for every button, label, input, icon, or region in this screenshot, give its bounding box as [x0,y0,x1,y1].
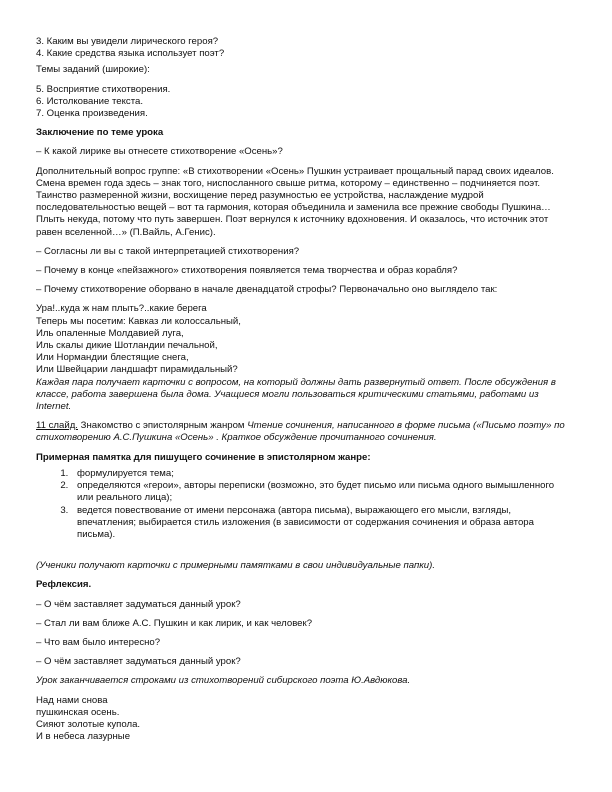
verse-line: Или Швейцарии ландшафт пирамидальный? [36,364,238,376]
verse-line: Иль скалы дикие Шотландии печальной, [36,340,218,352]
question-3: 3. Каким вы увидели лирического героя? [36,36,219,47]
memo-item: 1. формулируется тема; [71,468,572,480]
verse-line: Теперь мы посетим: Кавказ ли колоссальный, [36,315,241,327]
task-5: 5. Восприятие стихотворения. [36,83,171,95]
memo-item: 2. определяются «герои», авторы переписки (возможно, это будет письмо или письма одного вымышленного или реального лица); [71,480,572,504]
avdyukov-verse [36,695,572,744]
reflection-question: – Что вам было интересно? [36,636,161,648]
verse-line: Ура!..куда ж нам плыть?..какие берега [36,303,207,315]
question-4: 4. Какие средства языка использует поэт? [36,48,225,60]
document-content [36,36,572,743]
task-6: 6. Истолкование текста. [36,95,144,107]
task-7: 7. Оценка произведения. [36,108,148,120]
interpretation-question: – Согласны ли вы с такой интерпретацией стихотворения? [36,245,300,257]
verse-line: пушкинская осень. [36,706,120,718]
verse-line: Или Нормандии блестящие снега, [36,352,189,364]
ship-question: – Почему в конце «пейзажного» стихотворения появляется тема творчества и образ корабля? [36,265,458,277]
verse-line: Сияют золотые купола. [36,718,141,730]
slide-text: Знакомство с эпистолярным жанром [77,420,248,432]
slide-label: 11 слайд. [36,420,78,432]
conclusion-heading: Заключение по теме урока [36,127,164,139]
slide-italic-text: Чтение сочинения, написанного в форме письма («Письмо поэту» по стихотворению А.С.Пушкина «Осень» . Краткое обсуждение прочитанного сочинения. [36,420,565,444]
verse-line: Иль опаленные Молдавией луга, [36,327,184,339]
extra-question-paragraph: Дополнительный вопрос группе: «В стихотворении «Осень» Пушкин устраивает прощальный парад своих идеалов. Смена времен года здесь – знак того, ниспосланного свыше ритма, которому – единственно – подчиняется поэт. Таинство размеренной жизни, восхищение перед разумностью ее устройства, наслаждение мудрой последовательностью вещей – вот та гармония, которая объединила и заменила все прежние свободы Пушкина… [36,165,554,214]
reflection-question: – О чём заставляет задуматься данный урок? [36,598,241,610]
slide-paragraph [36,420,572,444]
pushkin-verse [36,303,572,376]
stanza-question: – Почему стихотворение оборвано в начале двенадцатой строфы? Первоначально оно выглядело так: [36,284,498,296]
memo-heading: Примерная памятка для пишущего сочинение в эпистолярном жанре: [36,451,371,463]
cards-note: Каждая пара получает карточки с вопросом, на который должны дать развернутый ответ. После обсуждения в классе, работа завершена была дома. Учащиеся могли пользоваться критическими статьями, работами из Internet. [36,376,556,413]
reflection-question: – Стал ли вам ближе А.С. Пушкин и как лирик, и как человек? [36,617,313,629]
memo-item: 3. ведется повествование от имени персонажа (автора письма), выражающего его мысли, взгляды, впечатления; выбирается стиль изложения (в зависимости от содержания сочинения и образа автора письма). [71,505,572,542]
memo-note: (Ученики получают карточки с примерными памятками в свои индивидуальные папки). [36,560,435,572]
tasks-heading: Темы заданий (широкие): [36,64,150,76]
reflection-heading: Рефлексия. [36,579,92,591]
verse-line: Над нами снова [36,694,108,706]
memo-list [36,468,572,541]
reflection-question: – О чём заставляет задуматься данный урок? [36,656,241,668]
verse-line: И в небеса лазурные [36,731,131,743]
extra-question-continuation: Плыть некуда, потому что путь завершен. Поэт вернулся к источнику вдохновения. И оказалось, что источник этот равен вселенной…» (П.Вайль, А.Генис). [36,214,549,238]
ending-note: Урок заканчивается строками из стихотворений сибирского поэта Ю.Авдюкова. [36,675,411,687]
conclusion-question: – К какой лирике вы отнесете стихотворение «Осень»? [36,146,283,158]
